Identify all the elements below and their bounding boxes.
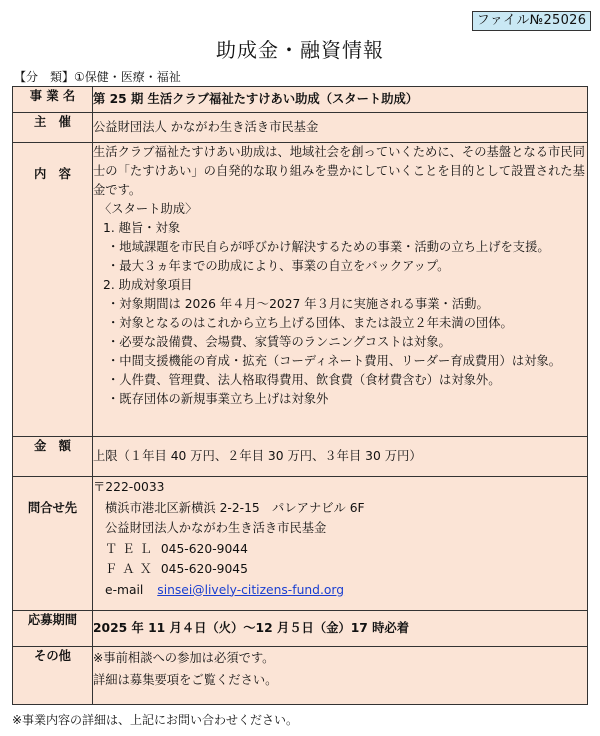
page-title: 助成金・融資情報	[216, 38, 384, 62]
tel-label: ＴＥＬ	[105, 541, 157, 556]
list-item: ・最大３ヵ年までの助成により、事業の自立をバックアップ。	[107, 259, 450, 273]
value-other	[93, 647, 588, 705]
email-link[interactable]: sinsei@lively-citizens-fund.org	[157, 582, 345, 597]
label-project-name: 事 業 名	[13, 87, 93, 113]
row-other	[13, 647, 588, 705]
other-line: 詳細は募集要項をご覧ください。	[93, 673, 278, 687]
contact-org: 公益財団法人かながわ生き活き市民基金	[105, 521, 327, 535]
section2-title: 2. 助成対象項目	[103, 278, 193, 292]
row-amount	[13, 437, 588, 477]
list-item: ・中間支援機能の育成・拡充（コーディネート費用、リーダー育成費用）は対象。	[107, 354, 562, 368]
label-other: その他	[13, 647, 93, 705]
list-item: ・必要な設備費、会場費、家賃等のランニングコストは対象。	[107, 335, 451, 349]
list-item: ・既存団体の新規事業立ち上げは対象外	[107, 392, 329, 406]
row-project-name	[13, 87, 588, 113]
section1-title: 1. 趣旨・対象	[103, 221, 181, 235]
other-line: ※事前相談への参加は必須です。	[93, 651, 275, 665]
value-project-name: 第 25 期 生活クラブ福祉たすけあい助成（スタート助成）	[93, 87, 588, 113]
list-item: ・対象期間は 2026 年４月～2027 年３月に実施される事業・活動。	[107, 297, 489, 311]
tel-number: 045-620-9044	[160, 541, 248, 556]
footer-note: ※事業内容の詳細は、上記にお問い合わせください。	[12, 713, 299, 727]
contact-address: 横浜市港北区新横浜 2-2-15 パレアナビル 6F	[105, 500, 365, 515]
row-contact	[13, 477, 588, 611]
value-contact	[93, 477, 588, 611]
row-content	[13, 143, 588, 437]
info-table	[12, 86, 588, 705]
label-host: 主 催	[13, 113, 93, 143]
contact-postal: 〒222-0033	[93, 480, 165, 494]
label-period: 応募期間	[13, 611, 93, 647]
fax-label: ＦＡＸ	[105, 562, 157, 576]
row-period	[13, 611, 588, 647]
label-amount: 金 額	[13, 437, 93, 477]
list-item: ・対象となるのはこれから立ち上げる団体、または設立２年未満の団体。	[107, 316, 513, 330]
value-amount: 上限（１年目 40 万円、２年目 30 万円、３年目 30 万円）	[93, 437, 588, 477]
value-period: 2025 年 11 月４日（火）～12 月５日（金）17 時必着	[93, 611, 588, 647]
value-host: 公益財団法人 かながわ生き活き市民基金	[93, 113, 588, 143]
category-label: 【分 類】①保健・医療・福祉	[14, 70, 181, 84]
value-content	[93, 143, 588, 437]
file-number-badge: ファイル№25026	[472, 11, 591, 31]
label-contact: 問合せ先	[13, 477, 93, 611]
list-item: ・人件費、管理費、法人格取得費用、飲食費（食材費含む）は対象外。	[107, 373, 501, 387]
email-label: e-mail	[105, 582, 144, 597]
row-host	[13, 113, 588, 143]
content-sub-heading: 〈スタート助成〉	[99, 202, 198, 216]
content-intro: 生活クラブ福祉たすけあい助成は、地域社会を創っていくために、その基盤となる市民同士の「たすけあい」の自発的な取り組みを豊かにしていくことを目的として設置された基金です。	[93, 145, 585, 197]
label-content: 内 容	[13, 143, 93, 437]
list-item: ・地域課題を市民自らが呼びかけ解決するための事業・活動の立ち上げを支援。	[107, 240, 550, 254]
fax-number: 045-620-9045	[160, 562, 248, 576]
